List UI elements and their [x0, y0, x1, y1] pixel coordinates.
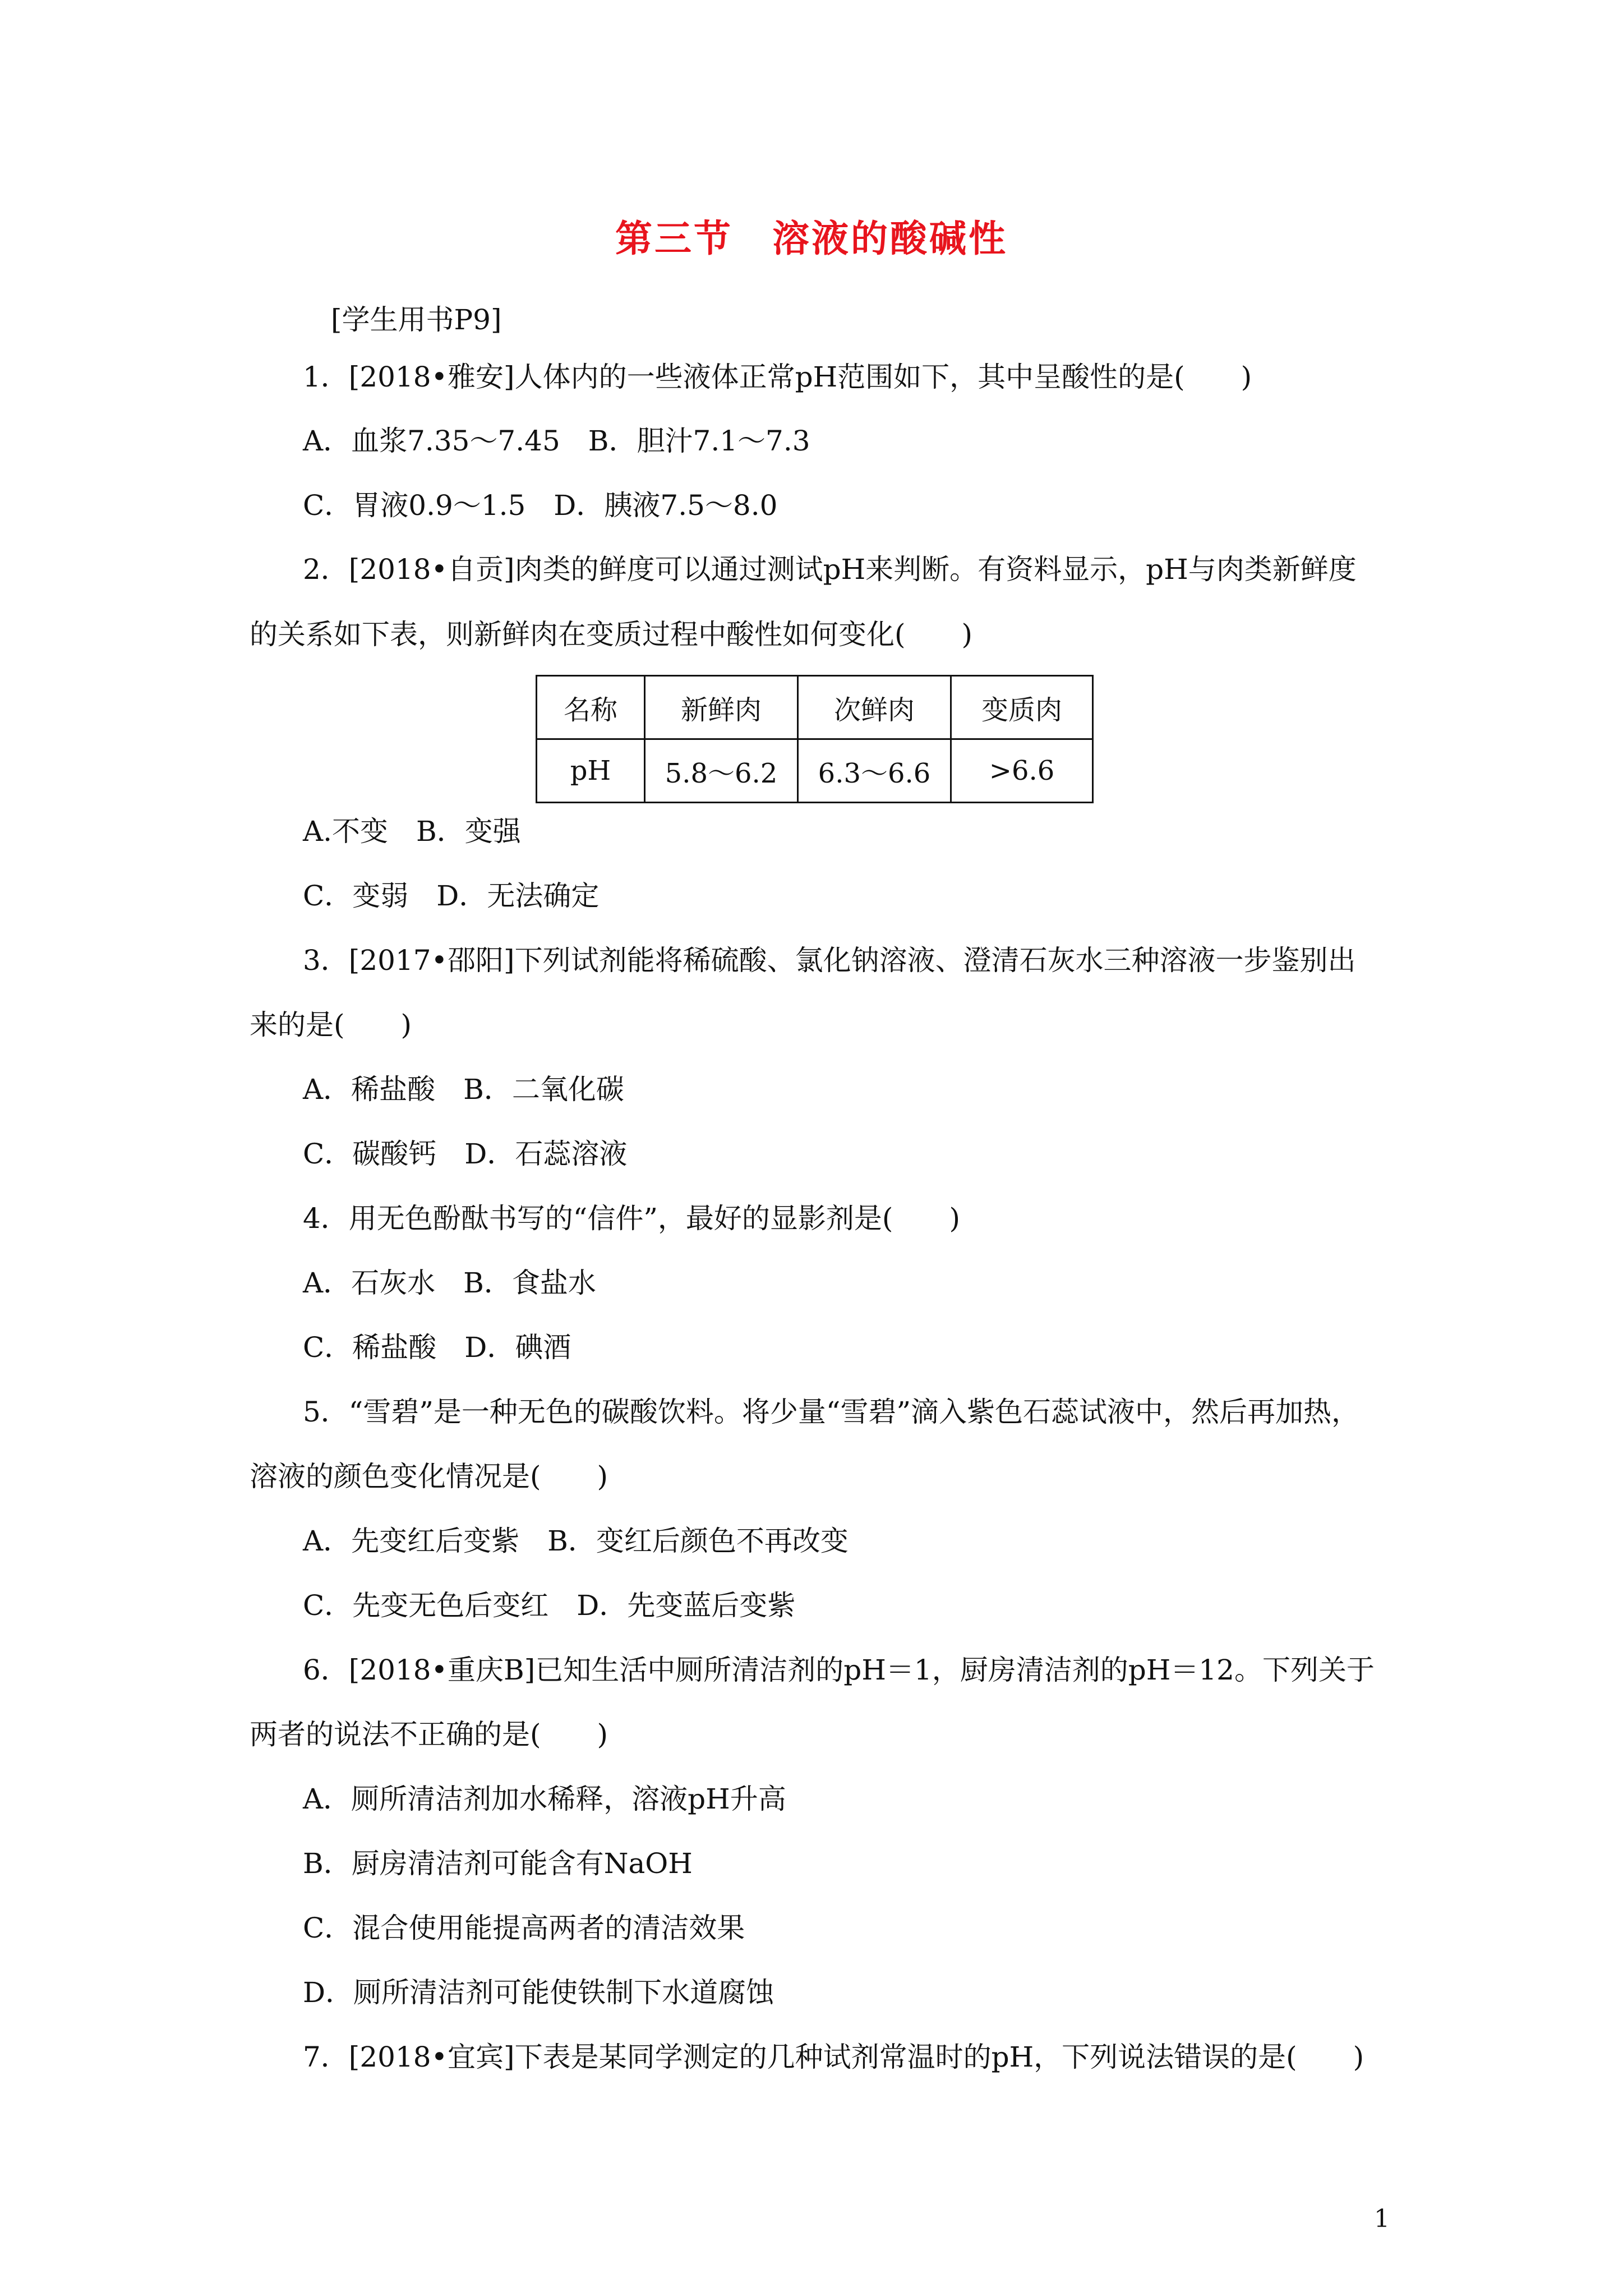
q2-options-ab: A.不变 B．变强 — [303, 815, 521, 848]
page-title: 第三节 溶液的酸碱性 — [615, 217, 1008, 260]
q6-option-a: A．厕所清洁剂加水稀释，溶液pH升高 — [303, 1783, 786, 1815]
table-cell: >6.6 — [951, 739, 1093, 803]
q1-options-ab: A．血浆7.35～7.45 B．胆汁7.1～7.3 — [303, 425, 810, 457]
q4-options-ab: A．石灰水 B．食盐水 — [303, 1267, 596, 1299]
q3-stem-line2: 来的是( ) — [250, 1009, 412, 1041]
q6-stem-line1: 6．[2018•重庆B]已知生活中厕所清洁剂的pH＝1，厨房清洁剂的pH＝12。下列关于 — [303, 1654, 1375, 1686]
table-row — [537, 739, 1093, 803]
q6-option-b: B．厨房清洁剂可能含有NaOH — [303, 1847, 693, 1880]
q3-options-cd: C．碳酸钙 D．石蕊溶液 — [303, 1138, 628, 1170]
q4-options-cd: C．稀盐酸 D．碘酒 — [303, 1331, 571, 1364]
q5-options-ab: A．先变红后变紫 B．变红后颜色不再改变 — [303, 1525, 849, 1557]
q5-options-cd: C．先变无色后变红 D．先变蓝后变紫 — [303, 1589, 796, 1622]
q1-options-cd: C．胃液0.9～1.5 D．胰液7.5～8.0 — [303, 489, 778, 522]
q5-stem-line1: 5．“雪碧”是一种无色的碳酸饮料。将少量“雪碧”滴入紫色石蕊试液中，然后再加热， — [303, 1396, 1360, 1428]
q6-stem-line2: 两者的说法不正确的是( ) — [250, 1718, 608, 1751]
q2-options-cd: C．变弱 D．无法确定 — [303, 880, 600, 912]
q2-stem-line2: 的关系如下表，则新鲜肉在变质过程中酸性如何变化( ) — [250, 618, 973, 651]
q2-stem-line1: 2．[2018•自贡]肉类的鲜度可以通过测试pH来判断。有资料显示，pH与肉类新鲜度 — [303, 553, 1357, 586]
q5-stem-line2: 溶液的颜色变化情况是( ) — [250, 1460, 608, 1493]
table-cell: 5.8～6.2 — [645, 739, 798, 803]
table-cell: 新鲜肉 — [645, 676, 798, 739]
ph-freshness-table — [536, 675, 1094, 803]
q7-stem: 7．[2018•宜宾]下表是某同学测定的几种试剂常温时的pH，下列说法错误的是( ) — [303, 2041, 1364, 2073]
q3-options-ab: A．稀盐酸 B．二氧化碳 — [303, 1073, 624, 1106]
table-cell: 6.3～6.6 — [798, 739, 951, 803]
table-cell: 次鲜肉 — [798, 676, 951, 739]
q4-stem: 4．用无色酚酞书写的“信件”，最好的显影剂是( ) — [303, 1202, 960, 1235]
table-cell: 变质肉 — [951, 676, 1093, 739]
q1-stem: 1．[2018•雅安]人体内的一些液体正常pH范围如下，其中呈酸性的是( ) — [303, 361, 1252, 393]
page-number: 1 — [1374, 2205, 1390, 2233]
q6-option-c: C．混合使用能提高两者的清洁效果 — [303, 1912, 745, 1944]
q6-option-d: D．厕所清洁剂可能使铁制下水道腐蚀 — [303, 1976, 774, 2009]
table-header-row — [537, 676, 1093, 739]
table-cell: 名称 — [537, 676, 645, 739]
source-label: [学生用书P9] — [331, 303, 502, 336]
q3-stem-line1: 3．[2017•邵阳]下列试剂能将稀硫酸、氯化钠溶液、澄清石灰水三种溶液一步鉴别出 — [303, 944, 1356, 977]
table-cell: pH — [537, 739, 645, 803]
